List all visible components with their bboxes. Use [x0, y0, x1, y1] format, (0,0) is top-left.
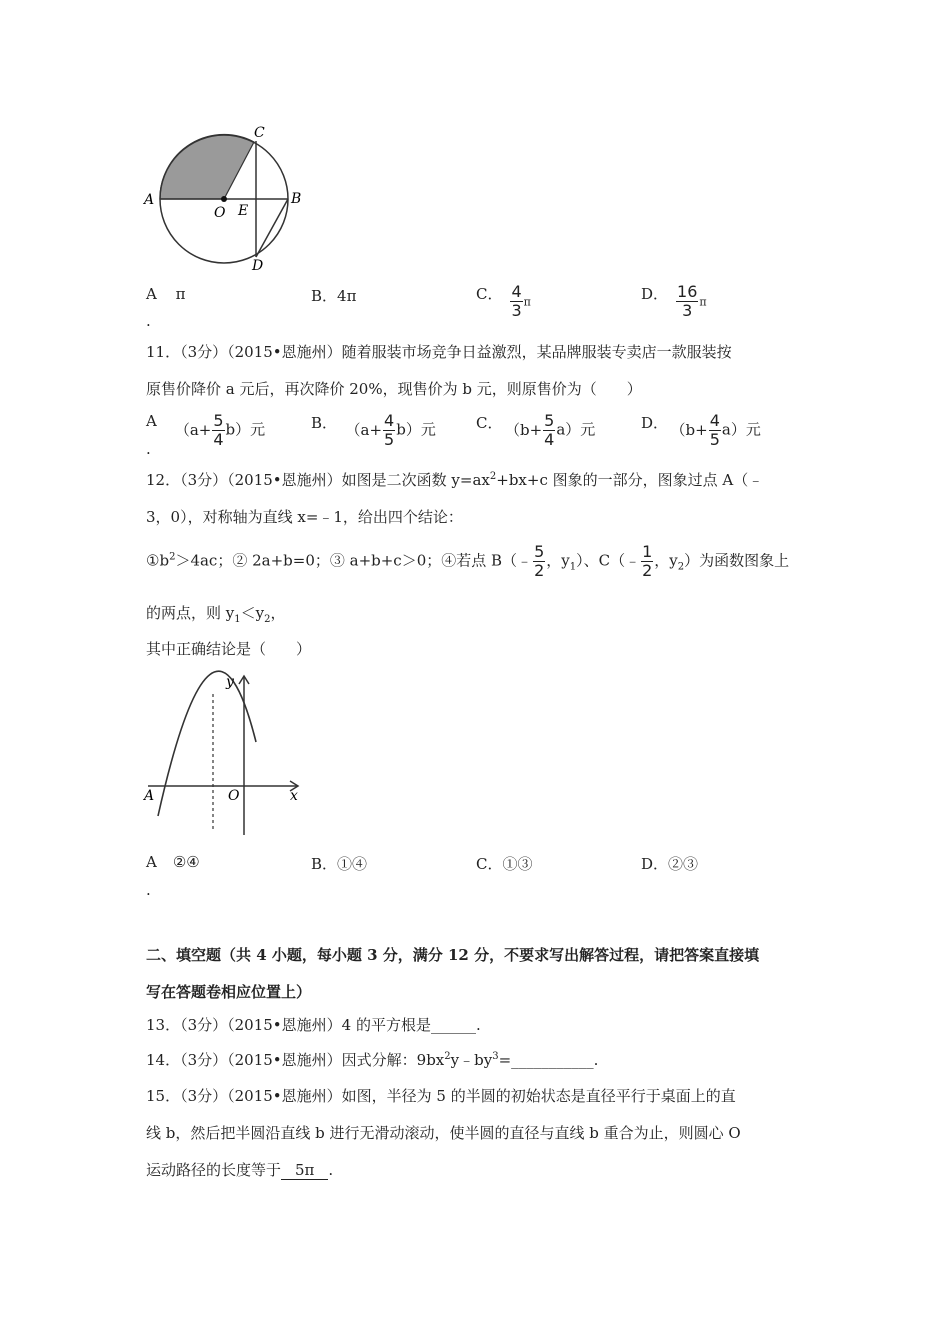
q12-stem-line5: 其中正确结论是（ ） [146, 640, 312, 658]
section-heading-line2: 写在答题卷相应位置上） [146, 983, 312, 1001]
label-a: A [144, 192, 155, 208]
parabola-figure [140, 670, 310, 840]
fraction: $\frac{16}{3}$ [677, 282, 698, 320]
option-letter: A [146, 285, 157, 303]
fraction: $\frac{1}{2}$ [642, 542, 653, 580]
q12-conclusions-line: $①b^2>4ac$；② 2a+b=0；③ a+b+c＞0；④若点 B（﹣ $\frac{5}{2}$ ，$y_1$）、C（﹣ $\frac{1}{2}$ ，$y_2$）为函数图象上 [146, 542, 790, 580]
section-heading-line1: 二、填空题（共 4 小题，每小题 3 分，满分 12 分，不要求写出解答过程，请把答案直接填 [146, 946, 760, 964]
q12-stem-line1: 12．（3分）（2015•恩施州）如图是二次函数 $y=ax^2+bx+c$ 图象的一部分，图象过点 A（﹣ [146, 471, 764, 489]
option-dot: . [146, 440, 151, 458]
q11-stem-line2: 原售价降价 a 元后，再次降价 20%，现售价为 b 元，则原售价为（ ） [146, 380, 642, 398]
q15-line3: 运动路径的长度等于 5π . [146, 1161, 334, 1179]
label-c: C [254, 125, 265, 141]
q12-stem-line4: 的两点，则 $y_1<y_2$， [146, 604, 286, 625]
option-dot: . [146, 881, 151, 899]
q10-option-d[interactable]: D． $\frac{16}{3}$ π [641, 282, 707, 320]
q14-text: 14．（3分）（2015•恩施州）因式分解：$9bx^2y﹣by^3=\_\_\_\_\_\_\_\_\_\_\_$. [146, 1051, 599, 1069]
label-y: y [226, 674, 234, 690]
label-b: B [291, 191, 302, 207]
option-letter: B． [311, 287, 338, 305]
label-o: O [214, 205, 226, 221]
q11-option-b[interactable]: B． （a+ $\frac{4}{5}$ b）元 [311, 411, 436, 449]
fraction: $\frac{4}{5}$ [709, 411, 720, 449]
q10-option-a[interactable] [146, 285, 185, 303]
option-dot: . [146, 312, 151, 330]
q12-option-b[interactable]: B．①④ [311, 855, 368, 873]
label-e: E [238, 203, 249, 219]
q12-option-c[interactable]: C．①③ [476, 855, 533, 873]
fraction: $\frac{4}{5}$ [384, 411, 395, 449]
answer-blank: 5π [281, 1161, 328, 1180]
label-d: D [252, 258, 264, 274]
label-x: x [290, 788, 298, 804]
fraction: $\frac{5}{2}$ [534, 542, 545, 580]
q13-text: 13．（3分）（2015•恩施州）4 的平方根是______. [146, 1016, 481, 1034]
q11-option-d[interactable]: D． （b+ $\frac{4}{5}$ a）元 [641, 411, 761, 449]
q15-line1: 15．（3分）（2015•恩施州）如图，半径为 5 的半圆的初始状态是直径平行于桌面上的直 [146, 1087, 736, 1105]
q11-option-a[interactable]: A （a+ $\frac{5}{4}$ b）元 [146, 411, 266, 449]
fraction: $\frac{5}{4}$ [544, 411, 555, 449]
q12-stem-line2: 3，0），对称轴为直线 x=﹣1，给出四个结论： [146, 508, 463, 526]
shaded-sector [160, 135, 254, 199]
center-dot [221, 196, 227, 202]
option-value: π [175, 285, 186, 303]
q12-option-d[interactable]: D．②③ [641, 855, 699, 873]
option-value: 4π [337, 287, 357, 305]
parabola-curve [158, 671, 256, 816]
q15-line2: 线 b，然后把半圆沿直线 b 进行无滑动滚动，使半圆的直径与直线 b 重合为止，则圆心 O [146, 1124, 741, 1142]
fraction: $\frac{5}{4}$ [213, 411, 224, 449]
q10-option-b[interactable] [311, 285, 356, 306]
option-letter: D． [641, 285, 669, 303]
q10-option-c[interactable]: C． $\frac{4}{3}$ π [476, 282, 531, 320]
option-letter: C． [476, 285, 503, 303]
label-o: O [228, 788, 240, 804]
label-a: A [144, 788, 155, 804]
segment-bd [256, 199, 288, 257]
fraction: $\frac{4}{3}$ [511, 282, 522, 320]
circle-figure [140, 122, 310, 277]
q12-option-a[interactable]: A ②④ [146, 853, 200, 871]
q11-stem-line1: 11．（3分）（2015•恩施州）随着服装市场竞争日益激烈，某品牌服装专卖店一款服装按 [146, 343, 732, 361]
q11-option-c[interactable]: C． （b+ $\frac{5}{4}$ a）元 [476, 411, 596, 449]
